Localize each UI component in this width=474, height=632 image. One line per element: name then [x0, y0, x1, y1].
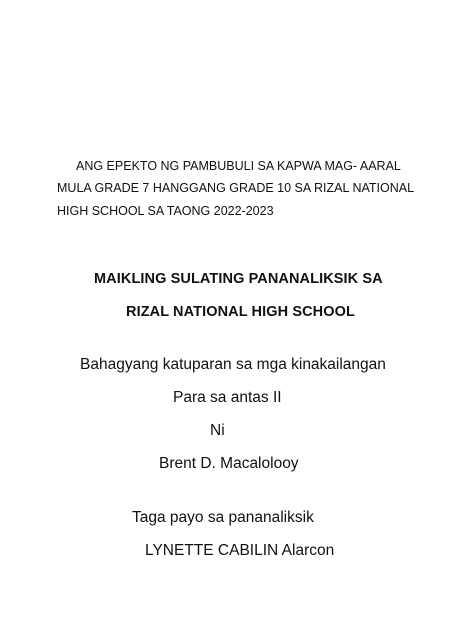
title-line-2: MULA GRADE 7 HANGGANG GRADE 10 SA RIZAL NATIONAL	[57, 181, 415, 195]
adviser-name: LYNETTE CABILIN Alarcon	[145, 542, 335, 559]
by-label: Ni	[210, 422, 225, 439]
heading-line-2: RIZAL NATIONAL HIGH SCHOOL	[126, 304, 355, 320]
title-line-1: ANG EPEKTO NG PAMBUBULI SA KAPWA MAG- AARAL	[76, 159, 401, 173]
level-line: Para sa antas II	[173, 389, 282, 406]
heading-line-1: MAIKLING SULATING PANANALIKSIK SA	[94, 271, 383, 287]
fulfillment-line: Bahagyang katuparan sa mga kinakailangan	[80, 356, 386, 373]
adviser-label: Taga payo sa pananaliksik	[132, 509, 314, 526]
author-name: Brent D. Macalolooy	[159, 455, 299, 472]
title-line-3: HIGH SCHOOL SA TAONG 2022-2023	[57, 204, 274, 218]
